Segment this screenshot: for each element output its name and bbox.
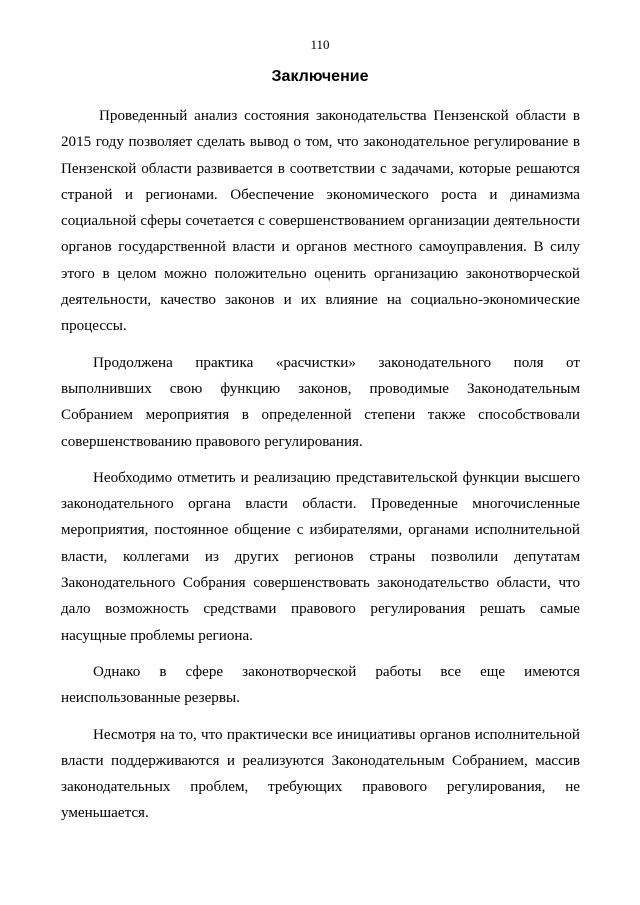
paragraph: Необходимо отметить и реализацию представительской функции высшего законодательного органа власти области. Проведенные многочисленные мероприятия, постоянное общение с избирателями, органами исполнительной власти, коллегами из других регионов страны позволили депутатам Законодательного Собрания совершенствовать законодательство области, что дало возможность средствами правового регулирования решать самые насущные проблемы региона. — [61, 469, 580, 644]
page-title: Заключение — [271, 68, 369, 85]
document-body — [61, 103, 580, 827]
paragraph: Продолжена практика «расчистки» законодательного поля от выполнивших свою функцию законов, проводимые Законодательным Собранием мероприятия в определенной степени также способствовали совершенствованию правового регулирования. — [61, 354, 580, 450]
paragraph: Несмотря на то, что практически все инициативы органов исполнительной власти поддерживаются и реализуются Законодательным Собранием, массив законодательных проблем, требующих правового регулирования, не уменьшается. — [61, 726, 580, 822]
paragraph: Проведенный анализ состояния законодательства Пензенской области в 2015 году позволяет сделать вывод о том, что законодательное регулирование в Пензенской области развивается в соответствии с задачами, которые решаются страной и регионами. Обеспечение экономического роста и динамизма социальной сферы сочетается с совершенствованием организации деятельности органов государственной власти и органов местного самоуправления. В силу этого в целом можно положительно оценить организацию законотворческой деятельности, качество законов и их влияние на социально-экономические процессы. — [61, 108, 580, 335]
paragraph: Однако в сфере законотворческой работы все еще имеются неиспользованные резервы. — [61, 663, 580, 707]
page-number: 110 — [310, 37, 330, 52]
